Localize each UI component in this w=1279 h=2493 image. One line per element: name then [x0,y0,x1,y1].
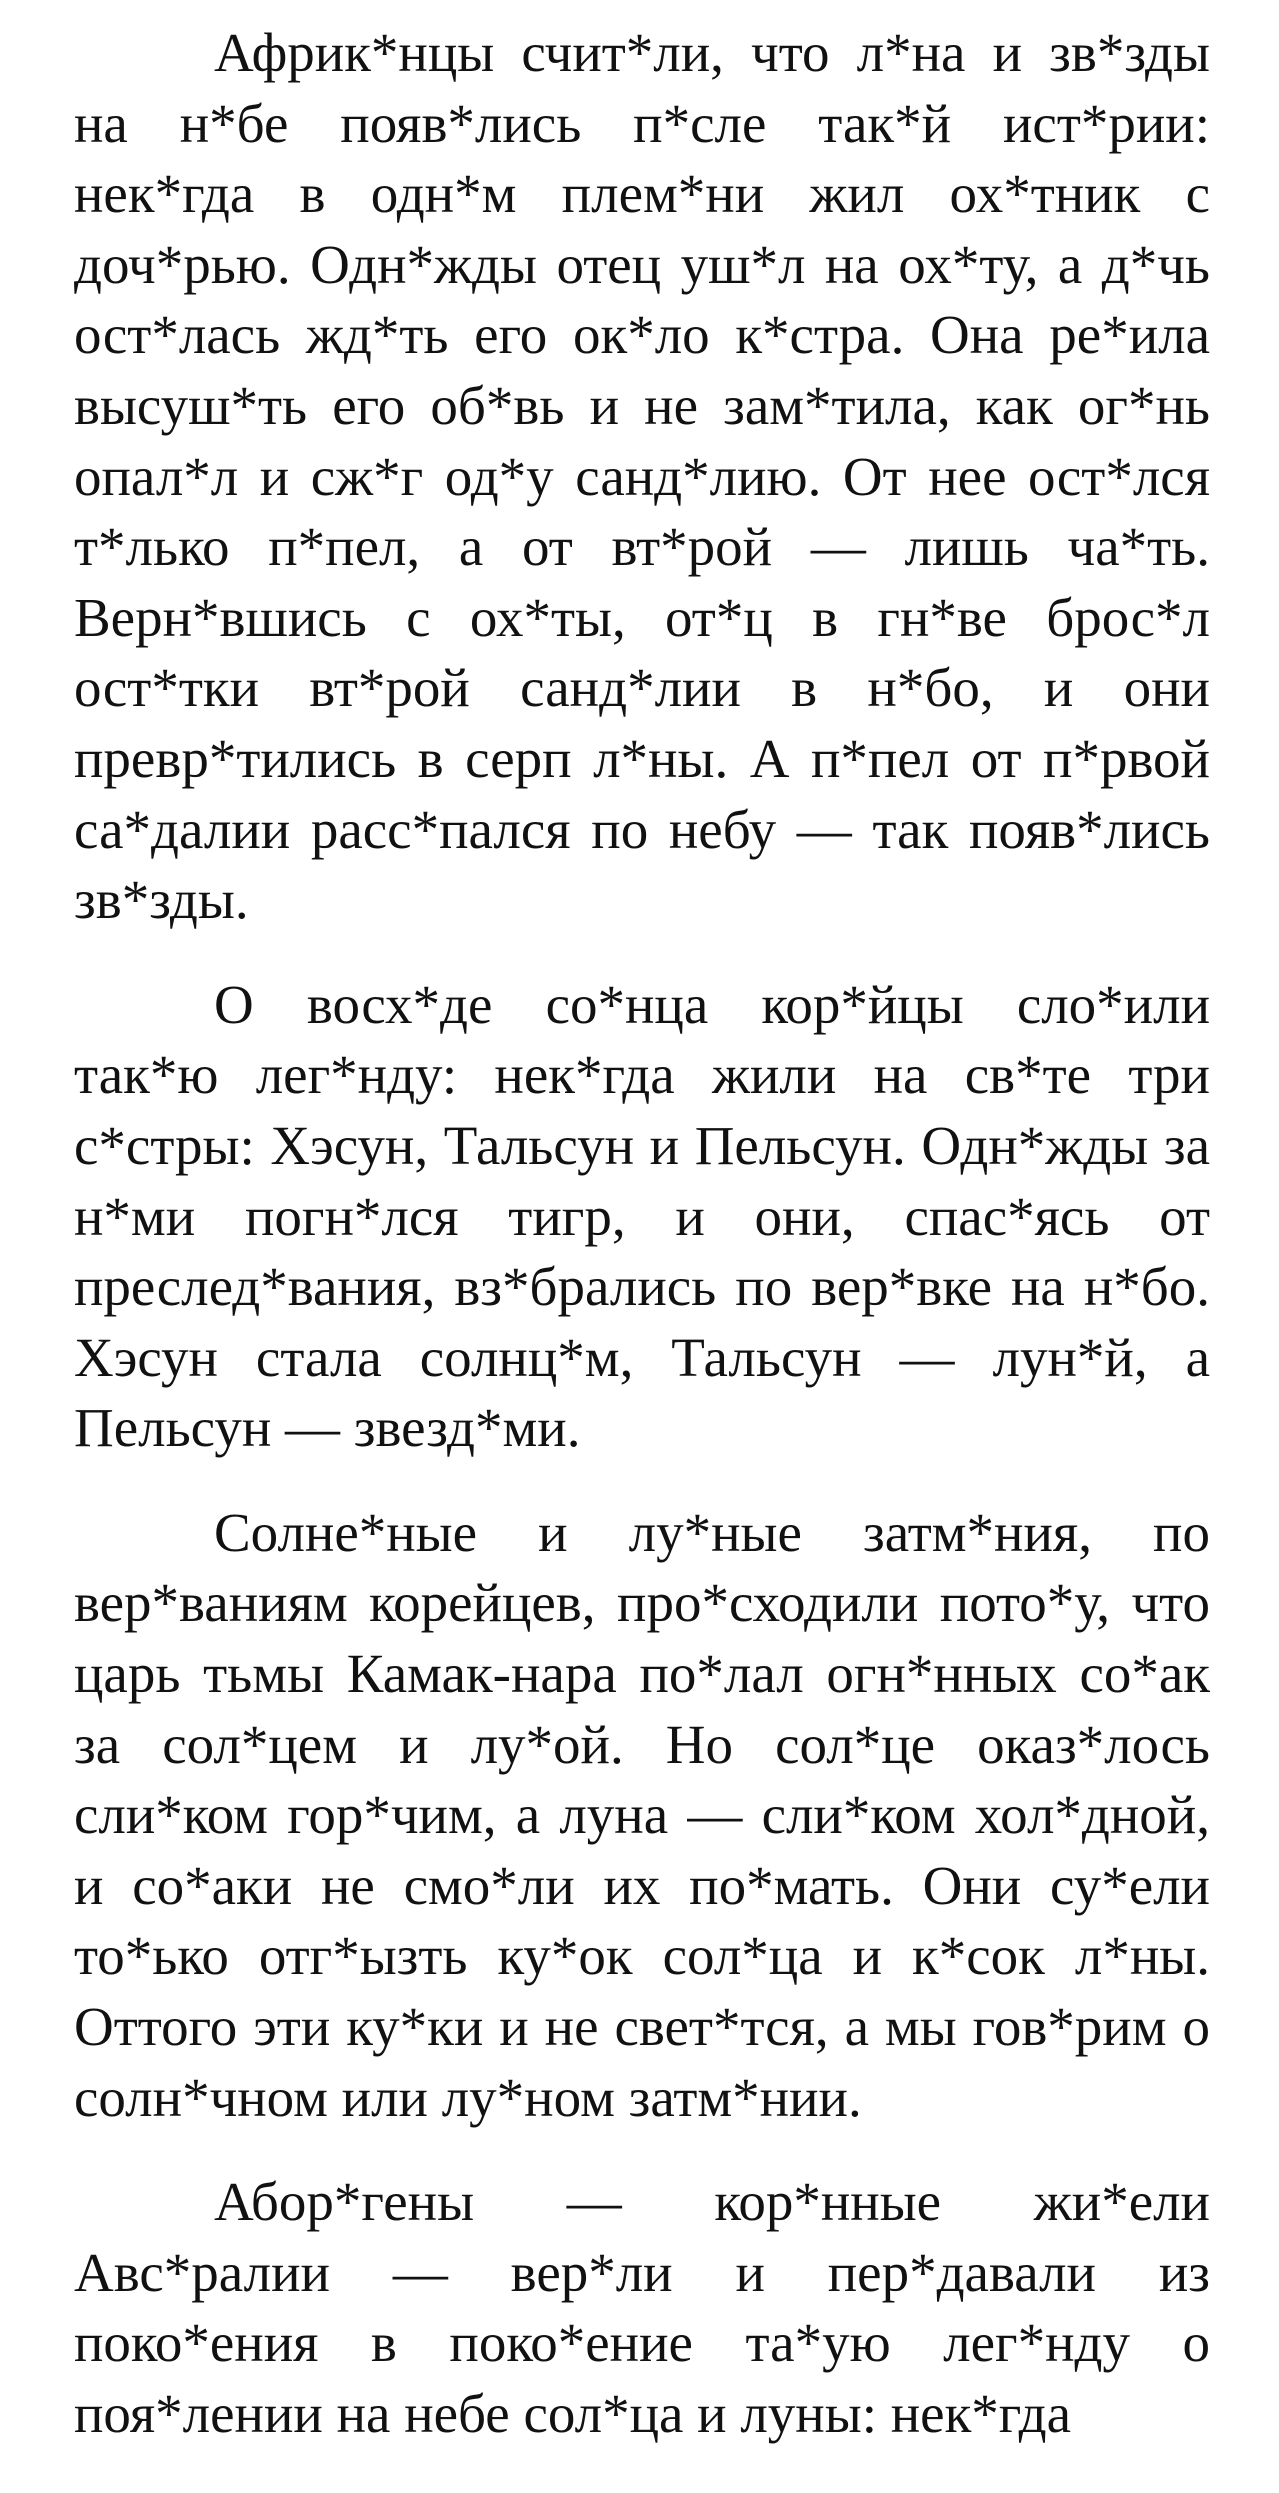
paragraph-africa-legend: Африк*нцы счит*ли, что л*на и зв*зды на н*бе появ*лись п*сле так*й ист*рии: нек*гда в одн*м плем*ни жил ох*тник с доч*рью. Одн*жды отец уш*л на ох*ту, а д*чь ост*лась жд*ть его ок*ло к*стра. Она ре*ила высуш*ть его об*вь и не зам*тила, как ог*нь опал*л и сж*г од*у санд*лию. От нее ост*лся т*лько п*пел, а от вт*рой — лишь ча*ть. Верн*вшись с ох*ты, от*ц в гн*ве брос*л ост*тки вт*рой санд*лии в н*бо, и они превр*тились в серп л*ны. А п*пел от п*рвой са*далии расс*пался по небу — так появ*лись зв*зды. [74,22,1210,931]
paragraph-aborigines-legend: Абор*гены — кор*нные жи*ели Авс*ралии — вер*ли и пер*давали из поко*ения в поко*ение та*ую лег*нду о поя*лении на небе сол*ца и луны: нек*гда [74,2171,1210,2444]
text-page [74,18,1210,2484]
paragraph-korean-sun-legend: О восх*де со*нца кор*йцы сло*или так*ю лег*нду: нек*гда жили на св*те три с*стры: Хэсун, Тальсун и Пельсун. Одн*жды за н*ми погн*лся тигр, и они, спас*ясь от преслед*вания, вз*брались по вер*вке на н*бо. Хэсун стала солнц*м, Тальсун — лун*й, а Пельсун — звезд*ми. [74,973,1210,1459]
paragraph-eclipse-legend: Солне*ные и лу*ные затм*ния, по вер*ваниям корейцев, про*сходили пото*у, что царь тьмы Камак-нара по*лал огн*нных со*ак за сол*цем и лу*ой. Но сол*це оказ*лось сли*ком гор*чим, а луна — сли*ком хол*дной, и со*аки не смо*ли их по*мать. Они су*ели то*ько отг*ызть ку*ок сол*ца и к*сок л*ны. Оттого эти ку*ки и не свет*тся, а мы гов*рим о солн*чном или лу*ном затм*нии. [74,1501,1210,2128]
